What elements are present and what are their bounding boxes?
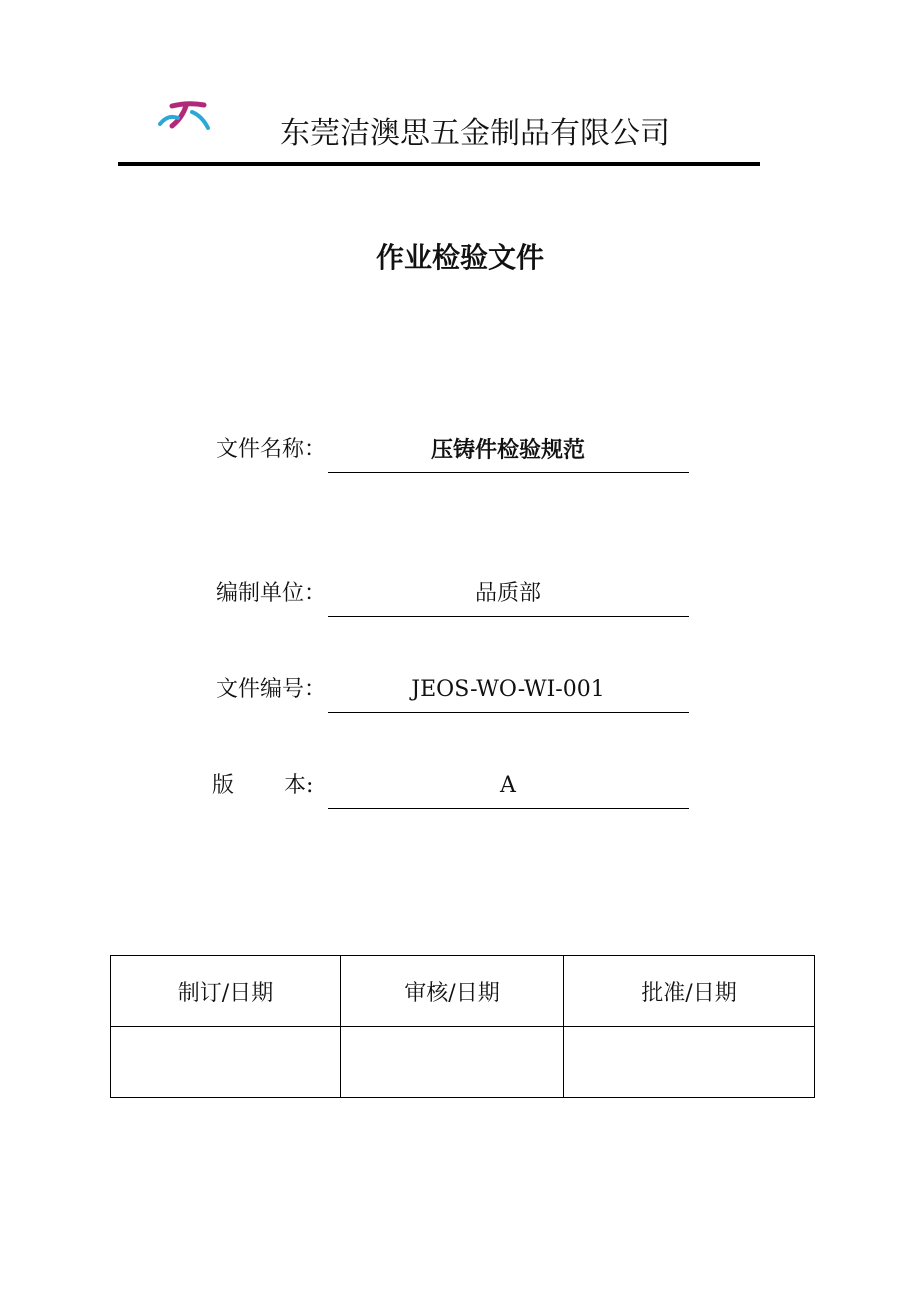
doc-number-value: JEOS-WO-WI-001: [411, 677, 605, 702]
signature-table: [110, 955, 815, 1098]
doc-name-value: 压铸件检验规范: [430, 437, 585, 463]
document-title: 作业检验文件: [375, 241, 544, 274]
approved-date-cell[interactable]: [564, 1027, 815, 1098]
doc-name-label: 文件名称：: [216, 437, 327, 462]
reviewed-date-header: 审核/日期: [341, 956, 564, 1027]
approved-date-header: 批准/日期: [564, 956, 815, 1027]
version-value: A: [500, 773, 516, 798]
department-underline: [328, 616, 689, 617]
version-underline: [328, 808, 689, 809]
header-divider: [118, 162, 760, 166]
version-label-part1: 版: [212, 773, 235, 798]
signature-value-row: [111, 1027, 815, 1098]
signature-header-row: [111, 956, 815, 1027]
department-label: 编制单位：: [216, 581, 327, 606]
jos-logo-icon: [158, 100, 212, 132]
prepared-date-header: 制订/日期: [111, 956, 341, 1027]
doc-name-underline: [328, 472, 689, 473]
prepared-date-cell[interactable]: [111, 1027, 341, 1098]
doc-number-underline: [328, 712, 689, 713]
doc-number-label: 文件编号：: [216, 677, 327, 702]
reviewed-date-cell[interactable]: [341, 1027, 564, 1098]
version-label: [212, 769, 328, 803]
department-value: 品质部: [474, 581, 541, 606]
version-label-part2: 本:: [284, 773, 314, 798]
company-logo: [158, 100, 212, 132]
company-name: 东莞洁澳思五金制品有限公司: [280, 116, 670, 151]
